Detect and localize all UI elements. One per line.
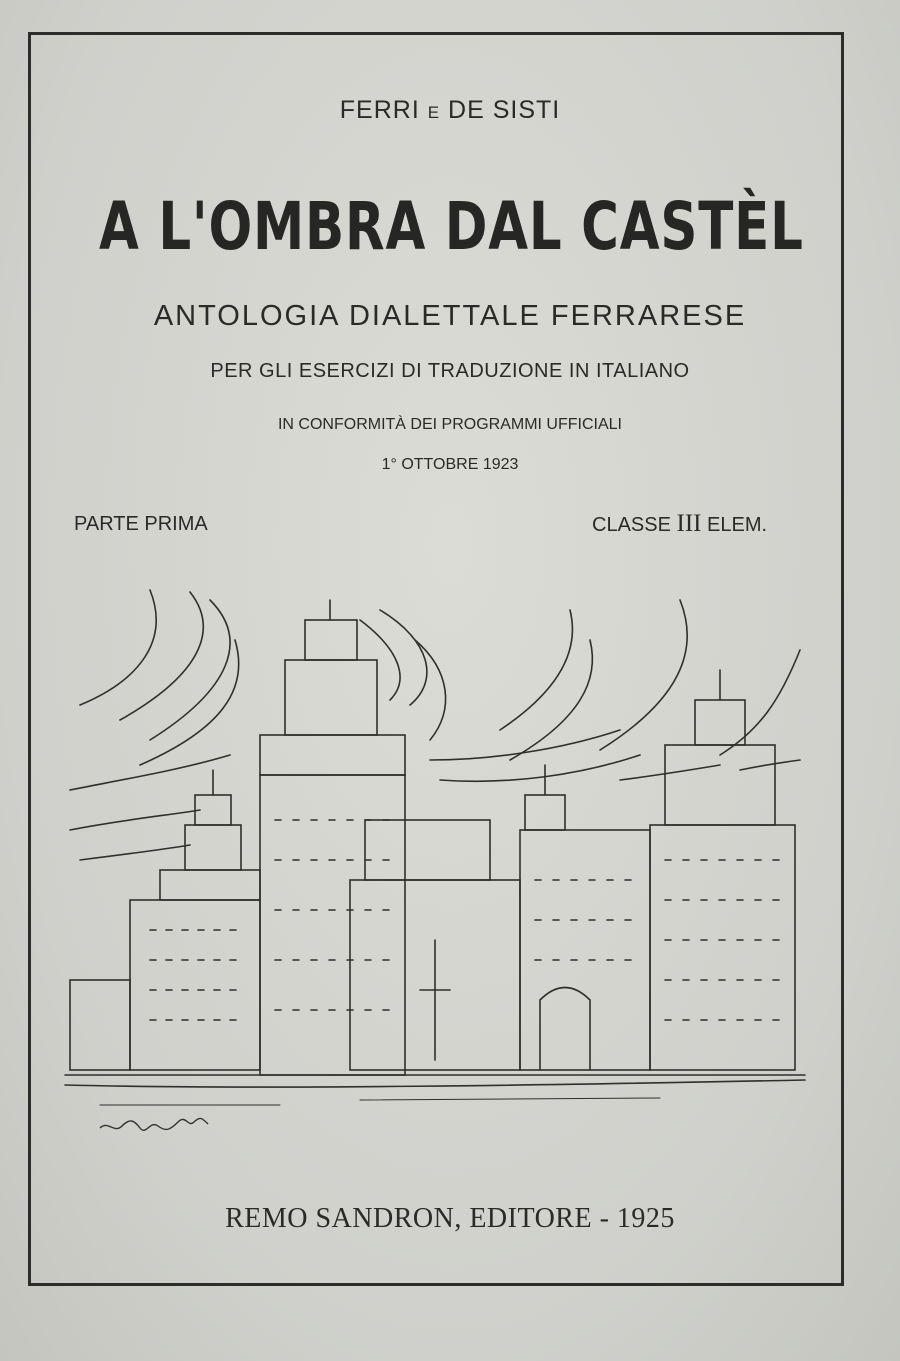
- far-left-wing: [70, 980, 130, 1070]
- left-tower-mid: [185, 825, 241, 870]
- purpose-line: PER GLI ESERCIZI DI TRADUZIONE IN ITALIANO: [210, 360, 690, 382]
- main-tower-lantern: [305, 620, 357, 660]
- left-tower-base: [160, 870, 260, 900]
- artist-signature: [100, 1118, 208, 1130]
- class-number: III: [676, 510, 702, 537]
- center-tower: [525, 795, 565, 830]
- authors-line: [0, 96, 900, 125]
- right-tower-lantern: [695, 700, 745, 745]
- sky-stroke: [80, 845, 190, 860]
- left-wing: [130, 900, 260, 1070]
- sky-stroke: [70, 810, 200, 830]
- publisher-line: REMO SANDRON, EDITORE - 1925: [225, 1203, 675, 1234]
- author-first: FERRI: [339, 96, 420, 124]
- castle-gate: [540, 988, 590, 1071]
- author-conjunction: E: [427, 103, 441, 122]
- sky-stroke: [380, 610, 427, 705]
- conformity-line: IN CONFORMITÀ DEI PROGRAMMI UFFICIALI: [277, 416, 622, 433]
- class-label: [592, 510, 767, 538]
- sky-stroke: [720, 650, 800, 755]
- sky-stroke: [620, 765, 720, 780]
- right-tower-body: [650, 825, 795, 1070]
- sky-stroke: [500, 610, 572, 730]
- date-line: 1° OTTOBRE 1923: [381, 456, 519, 473]
- part-label: PARTE PRIMA: [74, 513, 208, 535]
- main-tower-upper: [285, 660, 377, 735]
- sky-stroke: [120, 592, 203, 720]
- right-tower-upper: [665, 745, 775, 825]
- author-second: DE SISTI: [448, 96, 561, 124]
- book-subtitle: ANTOLOGIA DIALETTALE FERRARESE: [153, 300, 747, 332]
- class-suffix: ELEM.: [707, 514, 768, 536]
- sky-stroke: [415, 640, 446, 740]
- sky-stroke: [80, 590, 156, 705]
- central-upper: [365, 820, 490, 880]
- sky-stroke: [740, 760, 800, 770]
- sky-stroke: [150, 600, 230, 740]
- sky-stroke: [600, 600, 687, 750]
- sky-stroke: [140, 640, 239, 765]
- book-title: A L'OMBRA DAL CASTÈL: [99, 188, 804, 265]
- main-tower-cornice: [260, 735, 405, 775]
- castle-illustration: [60, 580, 810, 1140]
- class-prefix: CLASSE: [592, 514, 671, 536]
- sky-stroke: [430, 730, 620, 760]
